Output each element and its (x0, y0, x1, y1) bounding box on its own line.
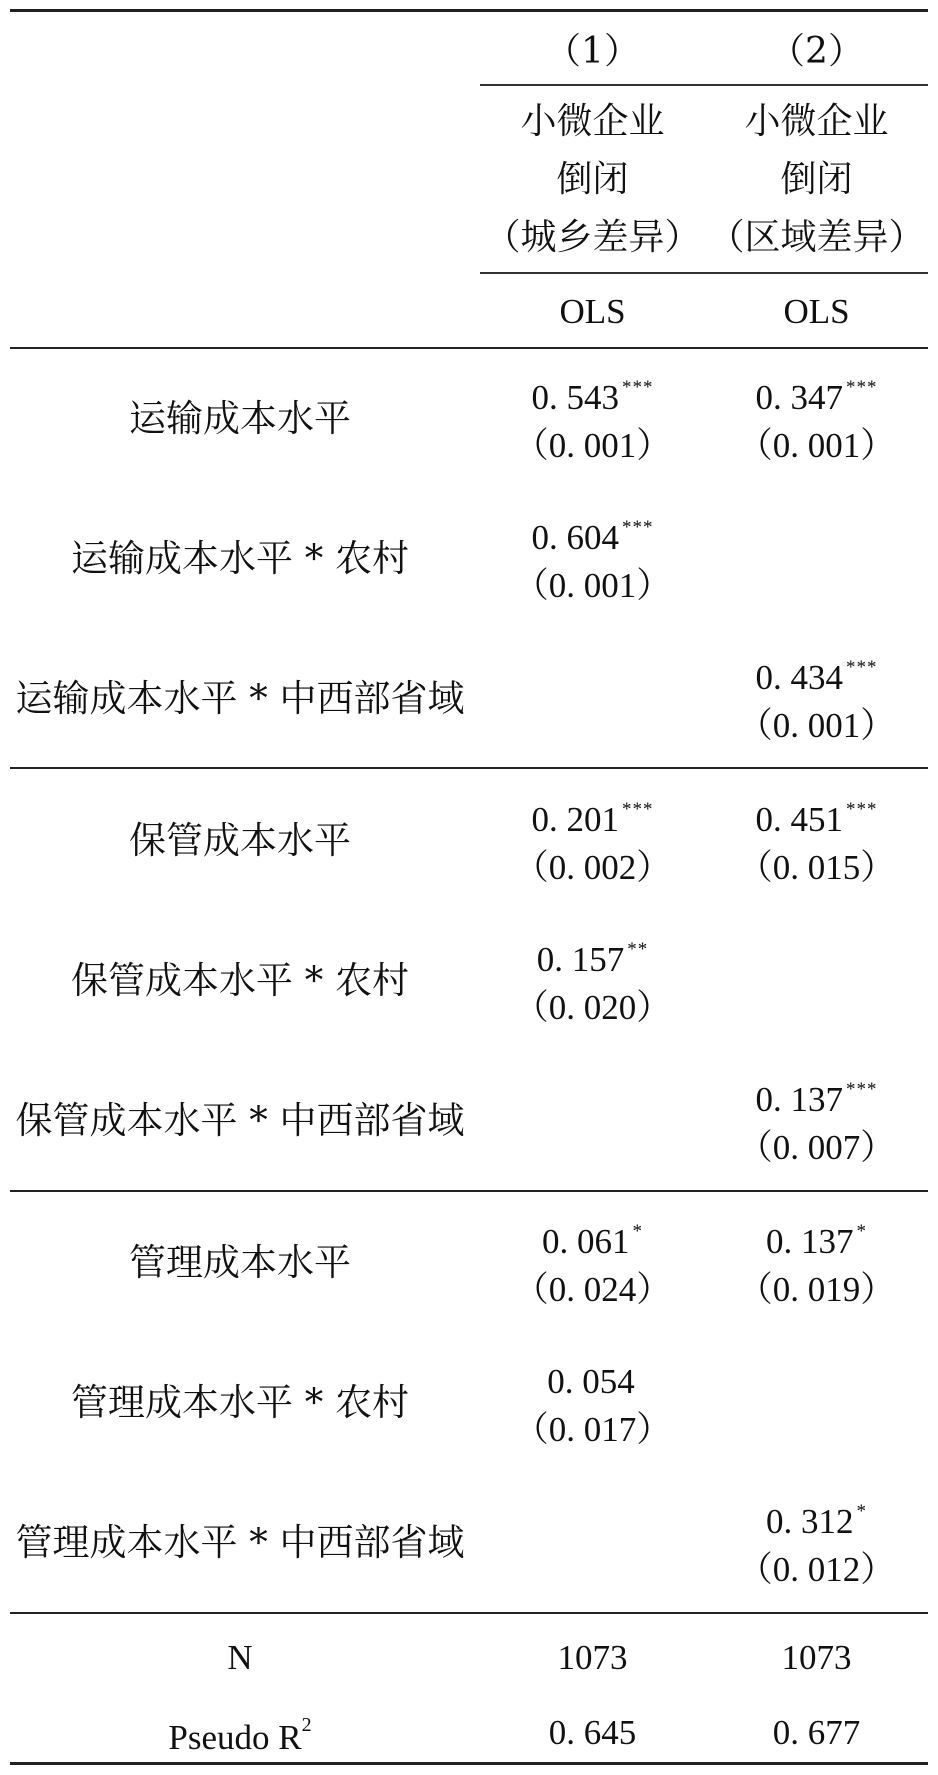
top-rule (10, 9, 928, 12)
row-label: 运输成本水平 (129, 397, 351, 440)
col1-title-line-3: （城乡差异） (484, 217, 701, 258)
row-label: 管理成本水平 * 农村 (70, 1381, 410, 1424)
significance-stars: *** (846, 799, 878, 820)
col-number-1: （1） (545, 31, 640, 72)
significance-stars: *** (622, 377, 654, 398)
significance-stars: *** (622, 517, 654, 538)
significance-stars: * (856, 1221, 867, 1242)
significance-stars: *** (846, 657, 878, 678)
r2-value: 0. 677 (772, 1713, 861, 1752)
col1-method: OLS (559, 292, 626, 331)
coef-cell: 0. 543 *** (531, 377, 654, 417)
row-label: 运输成本水平 * 中西部省域 (15, 677, 465, 720)
significance-stars: * (856, 1501, 867, 1522)
header-bottom-rule (10, 347, 928, 349)
n-label: N (227, 1638, 253, 1677)
coef-cell: 0. 434 *** (755, 657, 878, 697)
col1-title-line-2: 倒闭 (556, 159, 629, 200)
r2-label: Pseudo $R^2$ (168, 1714, 312, 1757)
col2-title-line-3: （区域差异） (708, 217, 925, 258)
coef-cell: 0. 137 *** (755, 1079, 878, 1119)
coef-cell: 0. 137 * (766, 1221, 867, 1261)
se-cell: （0. 001） (737, 426, 896, 465)
group-rule-1 (10, 767, 928, 769)
se-cell: （0. 024） (513, 1270, 672, 1309)
row-label: 运输成本水平 * 农村 (70, 537, 410, 580)
coef-cell: 0. 157 ** (536, 939, 649, 979)
se-cell: （0. 012） (737, 1550, 896, 1589)
significance-stars: ** (627, 939, 649, 960)
coef-cell: 0. 604 *** (531, 517, 654, 557)
se-cell: （0. 015） (737, 848, 896, 887)
group-rule-2 (10, 1190, 928, 1192)
header-rule-2 (480, 272, 928, 274)
r2-value: 0. 645 (548, 1713, 637, 1752)
col-number-2: （2） (769, 31, 864, 72)
se-cell: （0. 017） (513, 1410, 672, 1449)
header-rule-1 (480, 84, 928, 86)
bottom-rule (10, 1762, 928, 1765)
se-cell: （0. 001） (513, 426, 672, 465)
n-value: 1073 (781, 1638, 852, 1677)
row-label: 保管成本水平 * 中西部省域 (15, 1099, 465, 1142)
se-cell: （0. 019） (737, 1270, 896, 1309)
row-label: 管理成本水平 * 中西部省域 (15, 1521, 465, 1564)
n-value: 1073 (557, 1638, 628, 1677)
significance-stars: *** (846, 1079, 878, 1100)
se-cell: （0. 001） (513, 566, 672, 605)
coef-cell: 0. 347 *** (755, 377, 878, 417)
coef-cell: 0. 451 *** (755, 799, 878, 839)
col2-title-line-2: 倒闭 (780, 159, 853, 200)
row-label: 管理成本水平 (129, 1241, 351, 1284)
se-cell: （0. 020） (513, 988, 672, 1027)
coef-cell: 0. 061 * (542, 1221, 643, 1261)
col2-title-line-1: 小微企业 (744, 101, 889, 142)
se-cell: （0. 001） (737, 706, 896, 745)
significance-stars: * (632, 1221, 643, 1242)
coef-cell: 0. 312 * (766, 1501, 867, 1541)
row-label: 保管成本水平 * 农村 (70, 959, 410, 1002)
se-cell: （0. 002） (513, 848, 672, 887)
group-rule-3 (10, 1612, 928, 1614)
significance-stars: *** (846, 377, 878, 398)
coef-cell: 0. 201 *** (531, 799, 654, 839)
col2-method: OLS (783, 292, 850, 331)
se-cell: （0. 007） (737, 1128, 896, 1167)
significance-stars: *** (622, 799, 654, 820)
coef-cell: 0. 054 (547, 1362, 635, 1401)
col1-title-line-1: 小微企业 (520, 101, 665, 142)
r2-superscript: 2 (301, 1714, 312, 1736)
row-label: 保管成本水平 (129, 819, 351, 862)
